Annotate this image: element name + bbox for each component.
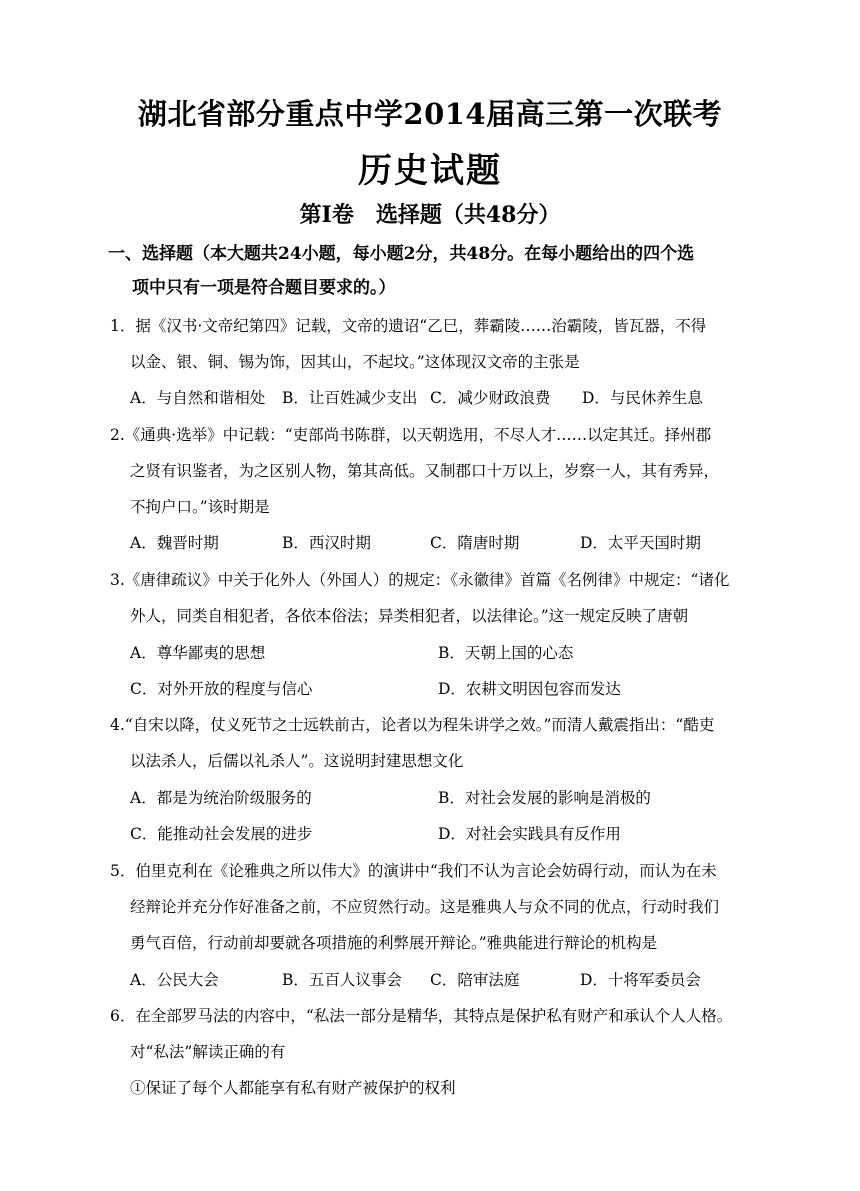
- q2-line-1: 2.《通典·选举》中记载：“吏部尚书陈群，以天朝选用，不尽人才……以定其迁。择州郡: [110, 426, 712, 444]
- q6-line-3: ①保证了每个人都能享有私有财产被保护的权利: [130, 1079, 456, 1097]
- q4-line-2: 以法杀人，后儒以礼杀人”。这说明封建思想文化: [130, 752, 464, 770]
- q5-line-2: 经辩论并充分作好准备之前，不应贸然行动。这是雅典人与众不同的优点，行动时我们: [130, 898, 720, 916]
- q6-line-2: 对“私法”解读正确的有: [130, 1043, 286, 1061]
- q3-line-1: 3.《唐律疏议》中关于化外人（外国人）的规定：《永徽律》首篇《名例律》中规定：“诸化: [110, 571, 730, 589]
- q2-line-3: 不拘户口。”该时期是: [130, 498, 270, 516]
- q1-option-c: C．减少财政浪费: [430, 389, 551, 407]
- q5-option-b: B．五百人议事会: [282, 971, 402, 989]
- exam-title: 湖北省部分重点中学2014届高三第一次联考: [137, 97, 723, 131]
- q5-option-d: D．十将军委员会: [580, 971, 701, 989]
- q3-option-b: B．天朝上国的心态: [438, 644, 574, 662]
- q6-line-1: 6．在全部罗马法的内容中，“私法一部分是精华，其特点是保护私有财产和承认个人人格。: [110, 1007, 733, 1025]
- q3-line-2: 外人，同类自相犯者，各依本俗法；异类相犯者，以法律论。”这一规定反映了唐朝: [130, 607, 689, 625]
- q1-option-b: B．让百姓减少支出: [282, 389, 418, 407]
- q2-option-d: D．太平天国时期: [580, 534, 701, 552]
- section-instruction: [108, 237, 768, 305]
- q1-line-2: 以金、银、铜、锡为饰，因其山，不起坟。”这体现汉文帝的主张是: [130, 353, 580, 371]
- subject-title: 历史试题: [358, 151, 502, 191]
- q5-line-1: 5．伯里克利在《论雅典之所以伟大》的演讲中“我们不认为言论会妨碍行动，而认为在未: [110, 862, 717, 880]
- q3-option-a: A．尊华鄙夷的思想: [130, 644, 266, 662]
- section-line-2: 项中只有一项是符合题目要求的。）: [132, 278, 396, 298]
- q3-option-c: C．对外开放的程度与信心: [130, 680, 313, 698]
- q2-line-2: 之贤有识鉴者，为之区别人物，第其高低。又制郡口十万以上，岁察一人，其有秀异，: [130, 462, 720, 480]
- q4-line-1: 4.“自宋以降，仗义死节之士远轶前古，论者以为程朱讲学之效。”而清人戴震指出：“酷吏: [110, 716, 715, 734]
- q4-option-b: B．对社会发展的影响是消极的: [438, 789, 651, 807]
- q5-line-3: 勇气百倍，行动前却要就各项措施的利弊展开辩论。”雅典能进行辩论的机构是: [130, 934, 658, 952]
- q5-option-a: A．公民大会: [130, 971, 219, 989]
- q1-option-a: A．与自然和谐相处: [130, 389, 266, 407]
- section-line-1: 一、选择题（本大题共24小题，每小题2分，共48分。在每小题给出的四个选: [108, 244, 695, 264]
- q2-option-a: A．魏晋时期: [130, 534, 219, 552]
- q5-option-c: C．陪审法庭: [430, 971, 520, 989]
- q1-line-1: 1．据《汉书·文帝纪第四》记载，文帝的遗诏“乙巳，葬霸陵……治霸陵，皆瓦器，不得: [110, 317, 707, 335]
- q3-option-d: D．农耕文明因包容而发达: [438, 680, 621, 698]
- q2-option-c: C．隋唐时期: [430, 534, 520, 552]
- q2-option-b: B．西汉时期: [282, 534, 371, 552]
- q4-option-d: D．对社会实践具有反作用: [438, 825, 621, 843]
- q4-option-c: C．能推动社会发展的进步: [130, 825, 313, 843]
- part-title: 第Ⅰ卷 选择题（共48分）: [299, 202, 561, 228]
- q4-option-a: A．都是为统治阶级服务的: [130, 789, 312, 807]
- q1-option-d: D．与民休养生息: [582, 389, 703, 407]
